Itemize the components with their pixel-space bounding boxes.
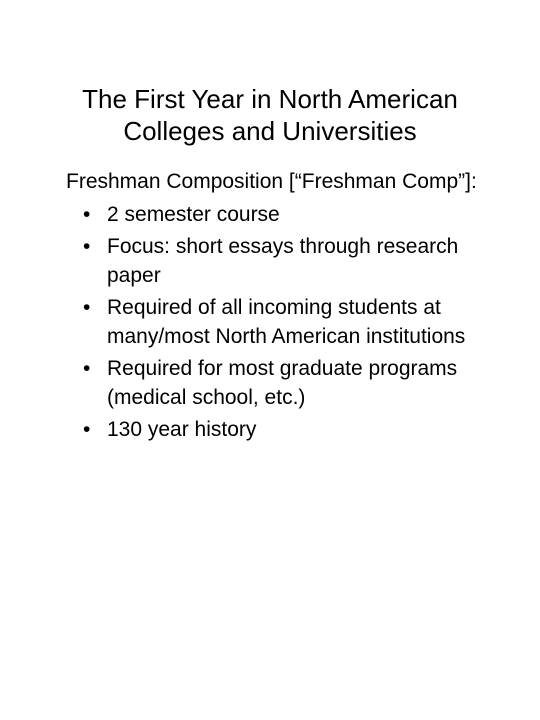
intro-text: Freshman Composition [“Freshman Comp”]: (66, 170, 477, 193)
bullet-icon: • (83, 357, 91, 380)
slide-title-line-2: Colleges and Universities (123, 116, 417, 147)
slide-title (40, 83, 500, 147)
bullet-text: 130 year history (107, 418, 257, 441)
slide-title-line-1: The First Year in North American (82, 84, 458, 115)
bullet-icon: • (83, 296, 91, 319)
bullet-text: Required for most graduate programs (medical school, etc.) (107, 357, 458, 409)
bullet-text: Required of all incoming students at many/most North American institutions (107, 296, 466, 348)
bullet-item (66, 415, 486, 444)
bullet-item (66, 232, 486, 290)
slide-body (66, 167, 486, 447)
bullet-item (66, 200, 486, 229)
bullet-icon: • (83, 203, 91, 226)
bullet-icon: • (83, 235, 91, 258)
bullet-text: Focus: short essays through research paper (107, 235, 459, 287)
bullet-icon: • (83, 418, 91, 441)
bullet-list (66, 200, 486, 444)
bullet-text: 2 semester course (107, 203, 280, 226)
bullet-item (66, 293, 486, 351)
bullet-item (66, 354, 486, 412)
